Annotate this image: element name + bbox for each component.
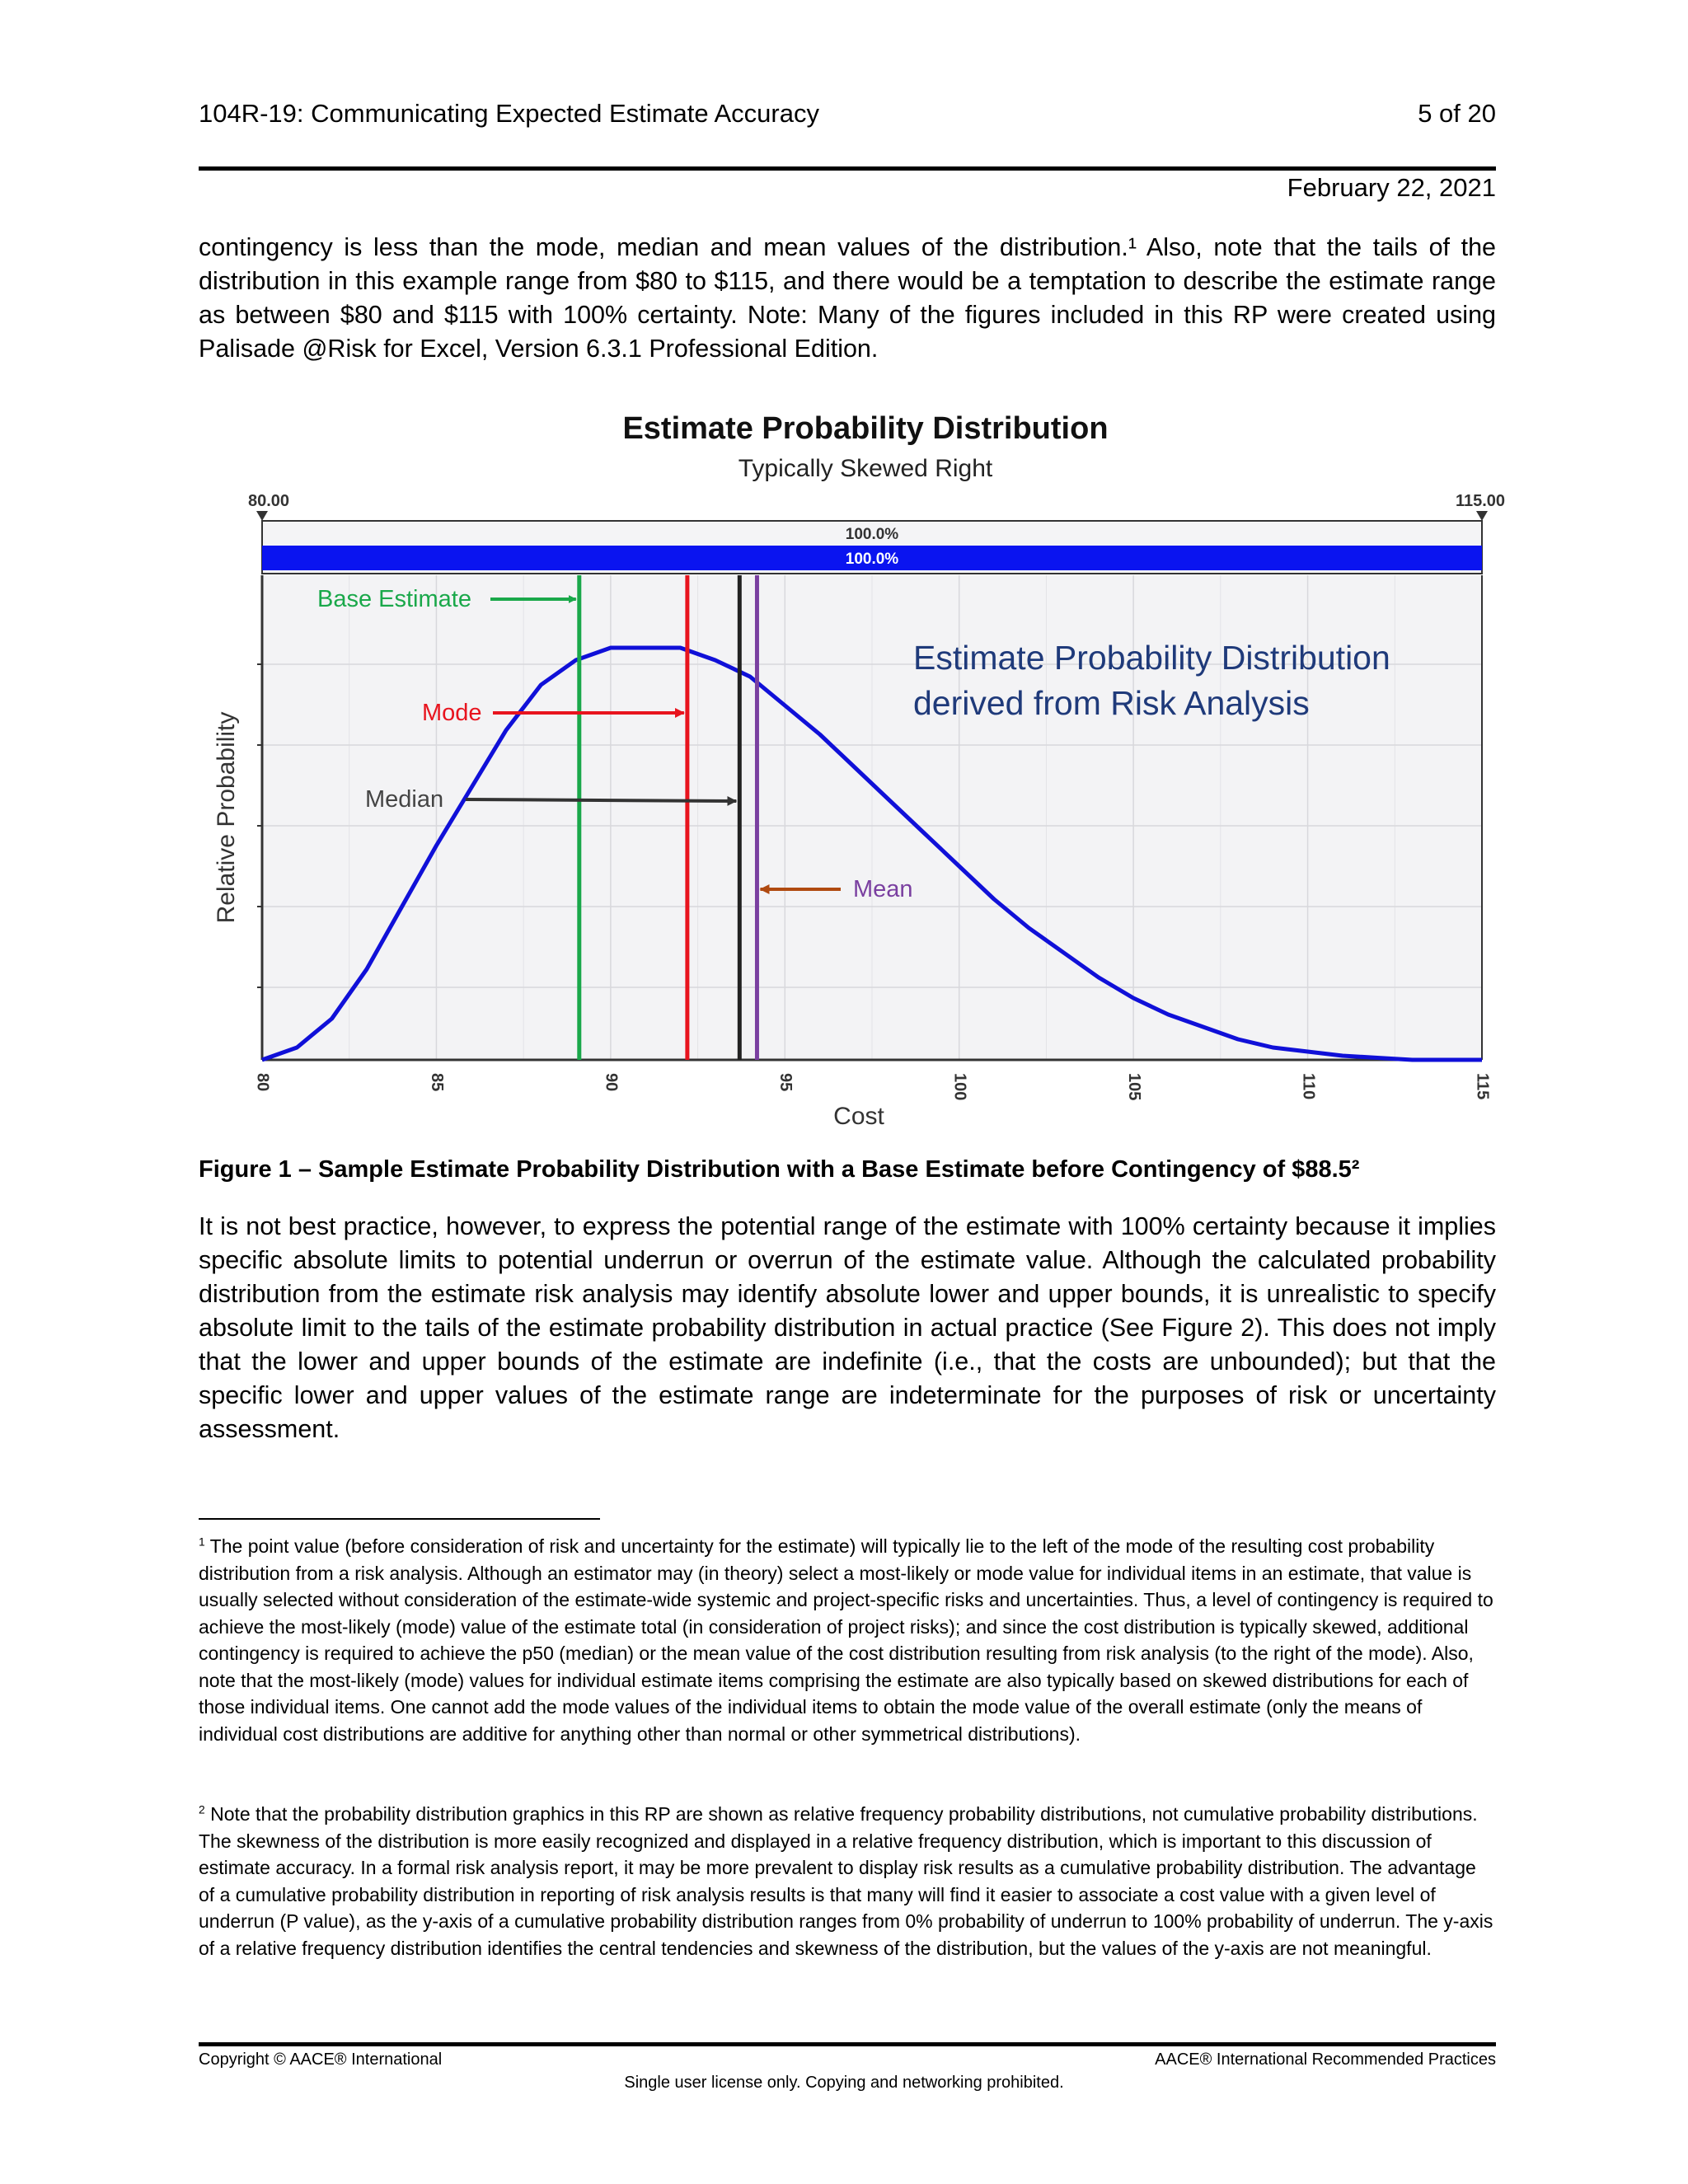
range-right-marker bbox=[1476, 511, 1488, 521]
range-right-value: 115.00 bbox=[1455, 492, 1506, 510]
arrow-median bbox=[466, 799, 736, 801]
footnote-text: The point value (before consideration of risk and uncertainty for the estimate) will typically lie to the left of the mode of the resulting cost probability distribution from a risk analysis. Although an estimator may (in theory) select a most-likely or mode value for individual items in an estimate, that value is usually selected without consideration of the estimate-wide systemic and project-specific risks and uncertainties. Thus, a level of contingency is required to achieve the most-likely (mode) value of the estimate total (in consideration of project risks); and since the cost distribution is typically skewed, additional contingency is required to achieve the p50 (median) or the mean value of the cost distribution resulting from risk analysis (to the right of the mode). Also, note that the most-likely (mode) values for individual estimate items comprising the estimate are also typically based on skewed distributions for each of those individual items. One cannot add the mode values of the individual items to obtain the mode value of the overall estimate (only the means of individual cost distributions are additive for anything other than normal or other symmetrical distributions). bbox=[199, 1535, 1493, 1745]
footnote-number: 2 bbox=[199, 1803, 205, 1816]
x-tick-label: 85 bbox=[428, 1073, 447, 1092]
x-tick-label: 115 bbox=[1473, 1073, 1492, 1100]
footnote-text: Note that the probability distribution graphics in this RP are shown as relative frequency probability distributions, not cumulative probability distributions. The skewness of the distribution is more easily recognized and displayed in a relative frequency distribution, which is important to this discussion of estimate accuracy. In a formal risk analysis report, it may be more prevalent to display risk results as a cumulative probability distribution. The advantage of a cumulative probability distribution in reporting of risk analysis results is that many will find it easier to associate a cost value with a given level of underrun (P value), as the y-axis of a cumulative probability distribution ranges from 0% probability of underrun to 100% probability of underrun. The y-axis of a relative frequency distribution identifies the central tendencies and skewness of the distribution, but the values of the y-axis are not meaningful. bbox=[199, 1803, 1493, 1959]
range-top-percent: 100.0% bbox=[845, 526, 899, 543]
label-mean: Mean bbox=[853, 876, 913, 902]
distribution-chart bbox=[198, 404, 1506, 1146]
label-base-estimate: Base Estimate bbox=[317, 586, 471, 612]
body-paragraph: It is not best practice, however, to express the potential range of the estimate with 100% certainty because it implies specific absolute limits to potential underrun or overrun of the estimate value. Although the calculated probability distribution from the estimate risk analysis may identify absolute lower and upper bounds, it is unrealistic to specify absolute limit to the tails of the estimate probability distribution in actual practice (See Figure 2). This does not imply that the lower and upper bounds of the estimate are indefinite (i.e., that the costs are unbounded); but that the specific lower and upper values of the estimate range are indeterminate for the purposes of risk or uncertainty assessment. bbox=[199, 1212, 1496, 1443]
footer-series: AACE® International Recommended Practices bbox=[1155, 2050, 1496, 2069]
figure-1 bbox=[198, 404, 1506, 1146]
range-left-marker bbox=[256, 511, 268, 521]
band-percent: 100.0% bbox=[845, 551, 899, 568]
footnote-2 bbox=[199, 1801, 1496, 1961]
label-mode: Mode bbox=[422, 700, 482, 726]
header-rule bbox=[199, 166, 1496, 171]
footnote-rule bbox=[199, 1518, 600, 1520]
chart-subtitle: Typically Skewed Right bbox=[738, 455, 993, 482]
header-date: February 22, 2021 bbox=[1287, 173, 1496, 202]
x-tick-label: 105 bbox=[1124, 1073, 1143, 1101]
y-axis-label: Relative Probability bbox=[213, 711, 240, 924]
x-axis-label: Cost bbox=[833, 1103, 884, 1130]
label-median: Median bbox=[365, 786, 444, 813]
page-number: 5 of 20 bbox=[1418, 99, 1496, 128]
footnote-number: 1 bbox=[199, 1535, 205, 1549]
chart-title: Estimate Probability Distribution bbox=[622, 411, 1109, 446]
footer-copyright: Copyright © AACE® International bbox=[199, 2050, 443, 2069]
annotation-line-1: Estimate Probability Distribution bbox=[913, 639, 1390, 677]
x-tick-label: 110 bbox=[1299, 1073, 1318, 1100]
figure-caption: Figure 1 – Sample Estimate Probability Distribution with a Base Estimate before Contingency of $88.5² bbox=[199, 1156, 1360, 1183]
annotation-line-2: derived from Risk Analysis bbox=[913, 684, 1310, 722]
x-tick-label: 100 bbox=[950, 1073, 969, 1101]
x-tick-label: 90 bbox=[602, 1073, 621, 1092]
footer-rule bbox=[199, 2042, 1496, 2046]
footer-license: Single user license only. Copying and networking prohibited. bbox=[624, 2074, 1064, 2092]
header-title: 104R-19: Communicating Expected Estimate Accuracy bbox=[199, 99, 819, 128]
range-left-value: 80.00 bbox=[247, 492, 290, 510]
x-tick-label: 95 bbox=[776, 1073, 795, 1092]
x-tick-label: 80 bbox=[253, 1073, 272, 1092]
footnote-1 bbox=[199, 1533, 1496, 1747]
intro-paragraph: contingency is less than the mode, median and mean values of the distribution.¹ Also, note that the tails of the distribution in this example range from $80 to $115, and there would be a temptation to describe the estimate range as between $80 and $115 with 100% certainty. Note: Many of the figures included in this RP were created using Palisade @Risk for Excel, Version 6.3.1 Professional Edition. bbox=[199, 233, 1496, 363]
